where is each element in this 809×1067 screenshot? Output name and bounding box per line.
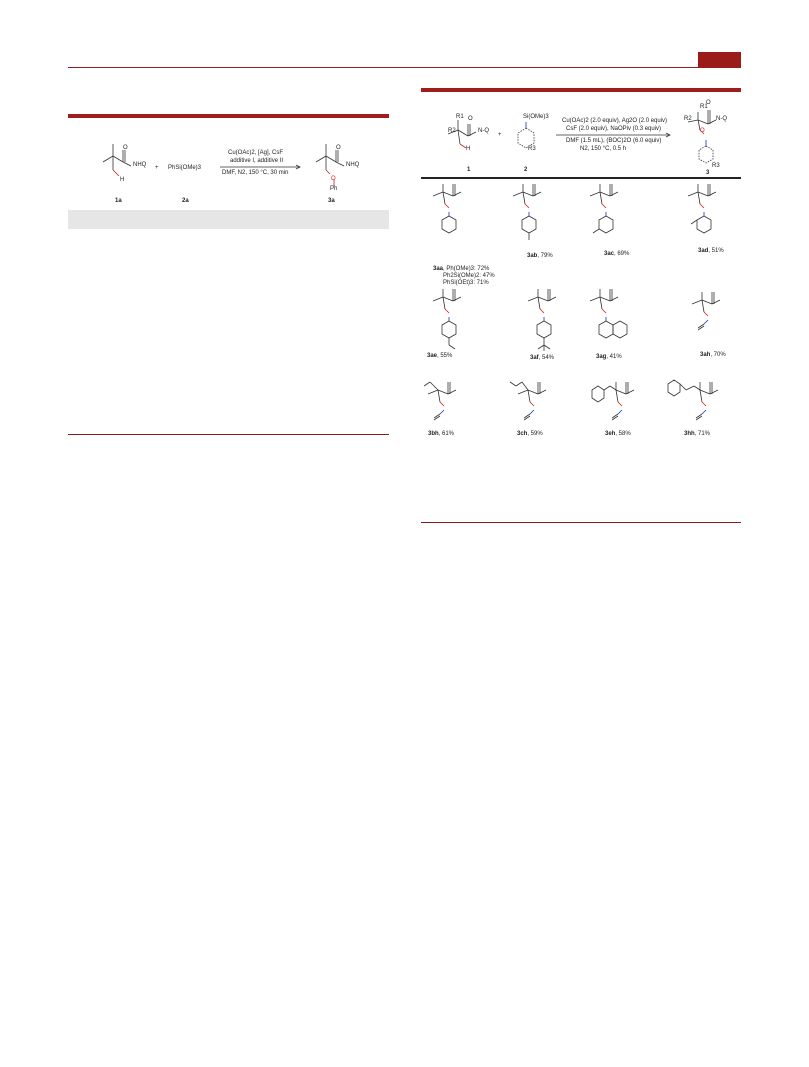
r1-label: R1 (700, 104, 708, 110)
reactant1-label: 1a (115, 198, 122, 204)
conditions-line1: Cu(OAc)2, [Ag], CsF (228, 150, 284, 156)
r3-label: R3 (528, 146, 536, 152)
product-3aa-line2: Ph2Si(OMe)2: 47% (443, 273, 495, 279)
header-tab (698, 52, 741, 67)
product-3ae-structure (425, 285, 485, 360)
scheme-top-bar (421, 88, 741, 92)
general-product-structure (680, 98, 740, 178)
table-header-row (68, 210, 389, 229)
reagent2: PhSi(OMe)3 (168, 165, 202, 171)
product-3ag-structure (582, 285, 642, 350)
table-bottom-rule (68, 434, 389, 435)
product-3eh-structure (584, 374, 660, 434)
cond-line3: DMF (1.5 mL), (BOC)2O (6.0 equiv) (566, 138, 662, 144)
plus-sign: + (155, 165, 159, 171)
product-label: 3a (328, 198, 335, 204)
label-3: 3 (706, 170, 710, 176)
product-3ab-label: 3ab, 79% (527, 253, 553, 259)
o-label: O (706, 100, 711, 106)
r2-label: R2 (448, 128, 456, 134)
cond-line2: CsF (2.0 equiv), NaOPiv (0.3 equiv) (566, 126, 662, 132)
product-3aa-label: 3aa, Ph(OMe)3: 72% (433, 266, 490, 272)
h-label: H (466, 146, 471, 152)
label-1: 1 (467, 167, 471, 173)
nq-label: N-Q (478, 128, 489, 134)
product-3bh-label: 3bh, 61% (428, 431, 455, 437)
product-3hh-label: 3hh, 71% (684, 431, 711, 437)
si-label: Si(OMe)3 (523, 114, 549, 120)
product-3aa-line3: PhSi(OEt)3: 71% (443, 280, 489, 286)
header-rule (68, 67, 741, 68)
product-3hh-structure (664, 374, 744, 434)
product-3ah-label: 3ah, 70% (700, 352, 726, 358)
conditions-line3: DMF, N2, 150 °C, 30 min (222, 170, 289, 176)
o-label: O (123, 145, 128, 151)
o-label: O (468, 116, 473, 122)
o-label: O (700, 128, 705, 134)
product-3ah-structure (684, 288, 744, 343)
product-3aa-structure (425, 180, 485, 245)
conditions-line2: additive I, additive II (230, 158, 284, 164)
scheme-divider (421, 177, 741, 179)
product-3eh-label: 3eh, 58% (605, 431, 631, 437)
cond-line4: N2, 150 °C, 0.5 h (580, 146, 627, 152)
r3-label: R3 (712, 163, 720, 169)
product-3ch-structure (510, 378, 570, 433)
product-3ch-label: 3ch, 59% (517, 431, 543, 437)
cond-line1: Cu(OAc)2 (2.0 equiv), Ag2O (2.0 equiv) (562, 118, 668, 124)
r1-label: R1 (456, 114, 464, 120)
reagent2-label: 2a (182, 198, 189, 204)
reactant1-group: NHQ (133, 162, 147, 168)
plus-sign: + (498, 132, 502, 138)
table-top-bar (68, 114, 389, 118)
scheme-bottom-rule (421, 522, 741, 523)
r2-label: R2 (684, 116, 692, 122)
o-label: O (331, 176, 336, 182)
product-3ab-structure (505, 180, 565, 255)
product-3ag-label: 3ag, 41% (596, 354, 622, 360)
label-2: 2 (524, 167, 528, 173)
product-3af-label: 3af, 54% (530, 355, 555, 361)
product-3ae-label: 3ae, 55% (427, 353, 453, 359)
product-3bh-structure (420, 378, 480, 433)
h-label: H (120, 177, 125, 183)
product-ph: Ph (330, 186, 338, 192)
o-label: O (336, 145, 341, 151)
product-3ac-structure (582, 180, 642, 245)
arylsilane-structure (512, 120, 552, 160)
product-3af-structure (520, 285, 580, 360)
product-3ac-label: 3ac, 69% (604, 251, 630, 257)
product-3ad-label: 3ad, 51% (698, 248, 724, 254)
nq-label: N-Q (716, 116, 727, 122)
product-group: NHQ (346, 162, 360, 168)
product-3ad-structure (680, 180, 740, 245)
